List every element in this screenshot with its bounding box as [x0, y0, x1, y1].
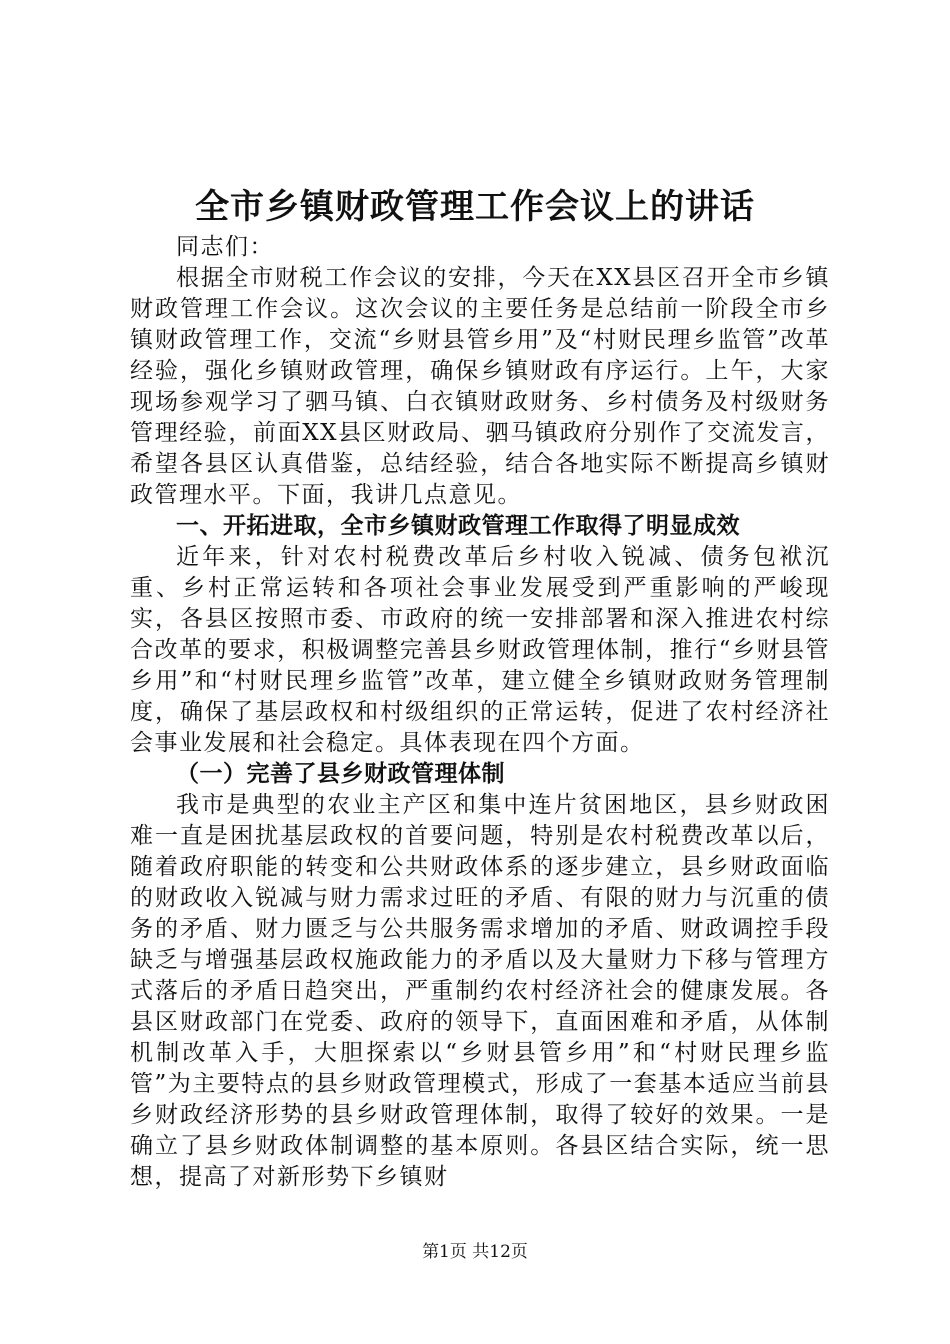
subsection-heading: （一）完善了县乡财政管理体制 — [176, 761, 505, 787]
body-paragraph: 近年来，针对农村税费改革后乡村收入锐减、债务包袱沉重、乡村正常运转和各项社会事业发展受到严重影响的严峻现实，各县区按照市委、市政府的统一安排部署和深入推进农村综合改革的要求，积极调整完善县乡财政管理体制，推行“乡财县管乡用”和“村财民理乡监管”改革，建立健全乡镇财政财务管理制度，确保了基层政权和村级组织的正常运转，促进了农村经济社会事业发展和社会稳定。具体表现在四个方面。 — [130, 544, 830, 756]
body-paragraph: 我市是典型的农业主产区和集中连片贫困地区，县乡财政困难一直是困扰基层政权的首要问题，特别是农村税费改革以后，随着政府职能的转变和公共财政体系的逐步建立，县乡财政面临的财政收入锐减与财力需求过旺的矛盾、有限的财力与沉重的债务的矛盾、财力匮乏与公共服务需求增加的矛盾、财政调控手段缺乏与增强基层政权施政能力的矛盾以及大量财力下移与管理方式落后的矛盾日趋突出，严重制约农村经济社会的健康发展。各县区财政部门在党委、政府的领导下，直面困难和矛盾，从体制机制改革入手，大胆探索以“乡财县管乡用”和“村财民理乡监管”为主要特点的县乡财政管理模式，形成了一套基本适应当前县乡财政经济形势的县乡财政管理体制，取得了较好的效果。一是确立了县乡财政体制调整的基本原则。各县区结合实际，统一思想，提高了对新形势下乡镇财 — [130, 792, 830, 1190]
section-heading: 一、开拓进取，全市乡镇财政管理工作取得了明显成效 — [176, 513, 740, 539]
salutation: 同志们： — [176, 234, 274, 260]
document-title: 全市乡镇财政管理工作会议上的讲话 — [195, 187, 755, 227]
page-footer: 第1页 共12页 — [422, 1242, 528, 1262]
document-body — [130, 232, 830, 1193]
body-paragraph: 根据全市财税工作会议的安排，今天在XX县区召开全市乡镇财政管理工作会议。这次会议的主要任务是总结前一阶段全市乡镇财政管理工作，交流“乡财县管乡用”及“村财民理乡监管”改革经验，强化乡镇财政管理，确保乡镇财政有序运行。上午，大家现场参观学习了驷马镇、白衣镇财政财务、乡村债务及村级财务管理经验，前面XX县区财政局、驷马镇政府分别作了交流发言，希望各县区认真借鉴，总结经验，结合各地实际不断提高乡镇财政管理水平。下面，我讲几点意见。 — [130, 265, 830, 508]
